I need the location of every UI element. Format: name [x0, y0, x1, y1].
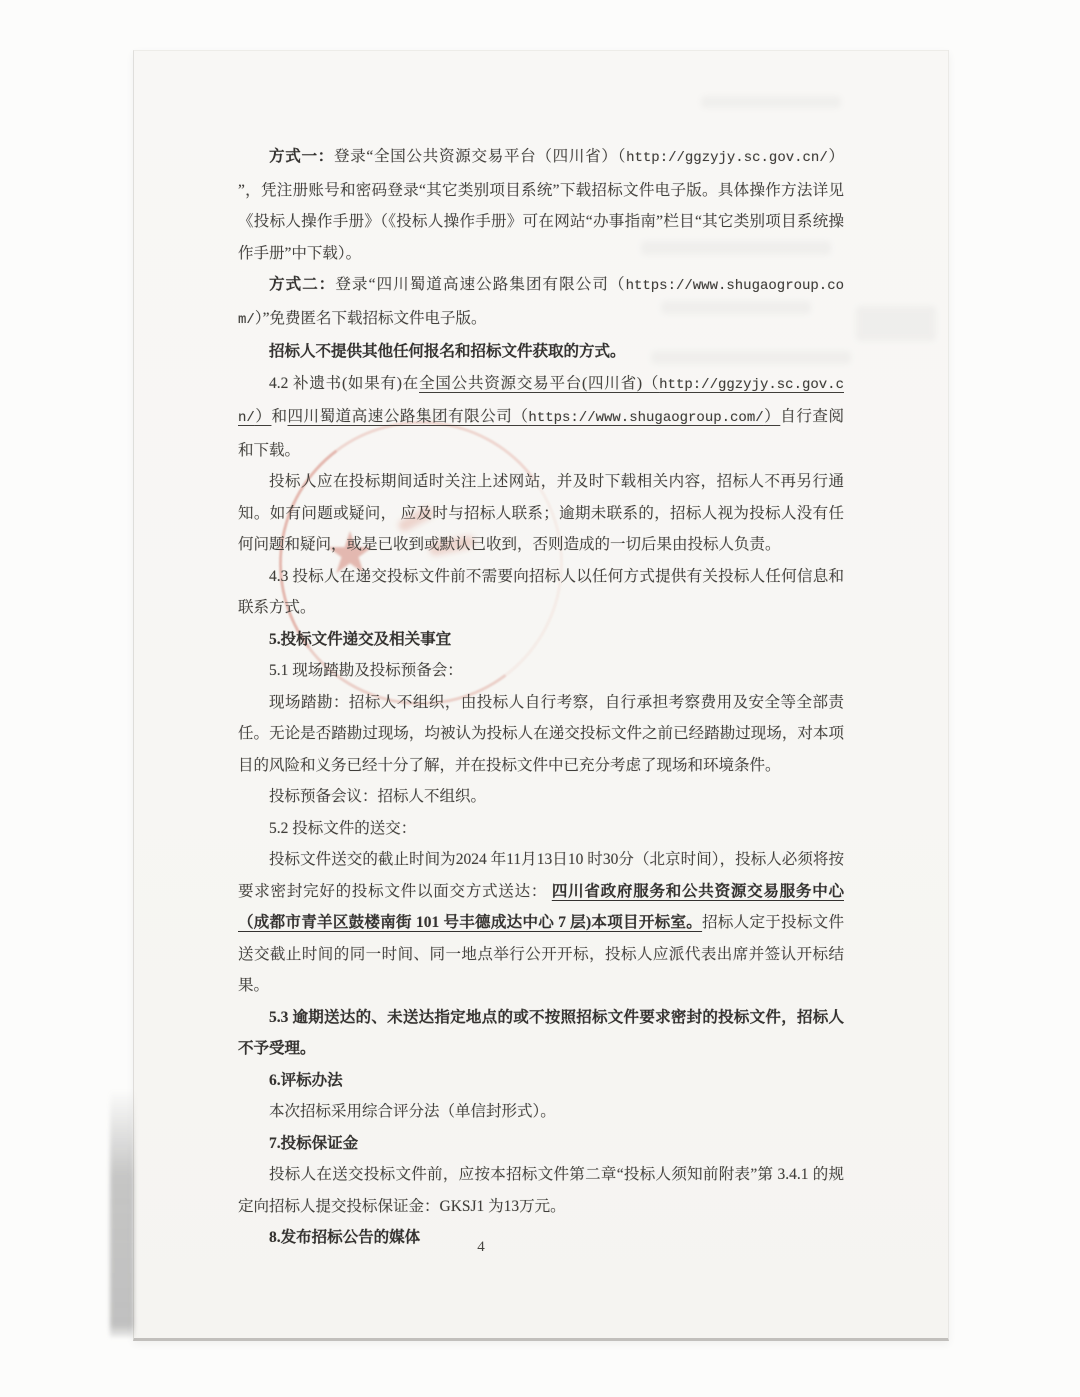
- ink-bleed-smudge: [856, 306, 936, 341]
- text-run: 登录“四川蜀道高速公路集团有限公司（: [335, 276, 626, 293]
- text-run: 6.评标办法: [269, 1071, 343, 1089]
- paragraph: [238, 1096, 844, 1128]
- paragraph: [238, 687, 844, 782]
- text-run: 方式一：: [269, 148, 334, 165]
- text-run: ）: [254, 408, 272, 425]
- text-run: 本次招标采用综合评分法（单信封形式）。: [269, 1103, 556, 1120]
- document-page: [133, 50, 949, 1341]
- paragraph: [238, 1159, 844, 1222]
- ink-bleed-smudge: [701, 96, 841, 108]
- text-run: 5.2 投标文件的送交：: [269, 819, 417, 837]
- star-icon: ★: [324, 519, 376, 587]
- text-run: 7.投标保证金: [269, 1134, 359, 1152]
- paragraph: [238, 336, 844, 368]
- paragraph: [238, 655, 844, 687]
- text-run: 自行查阅和下载。: [238, 408, 844, 459]
- paragraph: [238, 624, 844, 656]
- paragraph: [238, 561, 844, 624]
- paragraph: [238, 844, 844, 1002]
- paragraph: [238, 1065, 844, 1097]
- text-run: 投标人在送交投标文件前，应按本招标文件第二章“投标人须知前附表”第 3.4.1 的规定向招标人提交投标保证金：GKSJ1 为13万元。: [238, 1166, 844, 1215]
- page-number: 4: [477, 1239, 485, 1255]
- text-run: 4.3 投标人在递交投标文件前不需要向招标人以任何方式提供有关投标人任何信息和联系方式。: [238, 567, 844, 616]
- text-run: 四川蜀道高速公路集团有限公司（: [287, 408, 529, 425]
- paragraph: [238, 368, 844, 467]
- page-left-shadow: [110, 1090, 134, 1337]
- text-run: 现场踏勘：招标人不组织，由投标人自行考察，自行承担考察费用及安全等全部责任。无论是否踏勘过现场，均被认为投标人在递交投标文件之前已经踏勘过现场，对本项目的风险和义务已经十分了解，并在投标文件中已充分考虑了现场和环境条件。: [238, 693, 844, 774]
- paragraph: [238, 781, 844, 813]
- text-run: 5.投标文件递交及相关事宜: [269, 630, 452, 648]
- text-run: 招标人定于投标文件送交截止时间的同一时间、同一地点举行公开开标，投标人应派代表出席并签认开标结果。: [238, 914, 844, 994]
- paragraph: [238, 1222, 844, 1254]
- text-run: http://ggzyjy.sc.gov.cn/: [626, 150, 828, 166]
- text-run: 5.3 逾期送达的、未送达指定地点的或不按照招标文件要求密封的投标文件，招标人不予受理。: [238, 1008, 844, 1057]
- paragraph: [238, 141, 844, 269]
- text-run: https://www.shugaogroup.com/: [238, 278, 844, 328]
- text-run: ） ”，凭注册账号和密码登录“其它类别项目系统”下载招标文件电子版。具体操作方法详见《投标人操作手册》（《投标人操作手册》可在网站“办事指南”栏目“其它类别项目系统操作手册”中下载）。: [238, 148, 844, 262]
- text-run: 四川省政府服务和公共资源交易服务中心（成都市青羊区鼓楼南街 101 号丰德成达中心 7 层)本项目开标室。: [238, 882, 844, 931]
- text-run: 招标人不提供其他任何报名和招标文件获取的方式。: [269, 343, 626, 360]
- document-body: [238, 141, 844, 1254]
- text-run: 登录“全国公共资源交易平台（四川省）（: [333, 148, 627, 165]
- paragraph: [238, 269, 844, 336]
- text-run: 投标人应在投标期间适时关注上述网站，并及时下载相关内容，招标人不再另行通知。如有问题或疑问， 应及时与招标人联系；逾期未联系的，招标人视为投标人没有任何问题和疑问，或是已收到或默认已收到，否则造成的一切后果由投标人负责。: [238, 473, 844, 553]
- paragraph: [238, 466, 844, 561]
- text-run: 和: [271, 408, 288, 425]
- paragraph: [238, 1002, 844, 1065]
- text-run: ）”免费匿名下载招标文件电子版。: [254, 309, 487, 327]
- text-run: 4.2 补遗书(如果有)在: [269, 374, 420, 392]
- paragraph: [238, 1128, 844, 1160]
- text-run: https://www.shugaogroup.com/: [528, 410, 764, 426]
- text-run: 方式二：: [269, 276, 336, 293]
- text-run: 投标预备会议：招标人不组织。: [269, 788, 487, 805]
- text-run: http://ggzyjy.sc.gov.cn/: [238, 376, 844, 426]
- paragraph: [238, 813, 844, 845]
- text-run: 5.1 现场踏勘及投标预备会：: [269, 662, 463, 679]
- text-run: 投标文件送交的截止时间为2024 年11月13日10 时30分（北京时间），投标人必须将按要求密封完好的投标文件以面交方式送达：: [238, 851, 844, 900]
- text-run: 全国公共资源交易平台(四川省)（: [419, 374, 660, 392]
- text-run: ）: [763, 408, 781, 425]
- text-run: 8.发布招标公告的媒体: [269, 1229, 421, 1246]
